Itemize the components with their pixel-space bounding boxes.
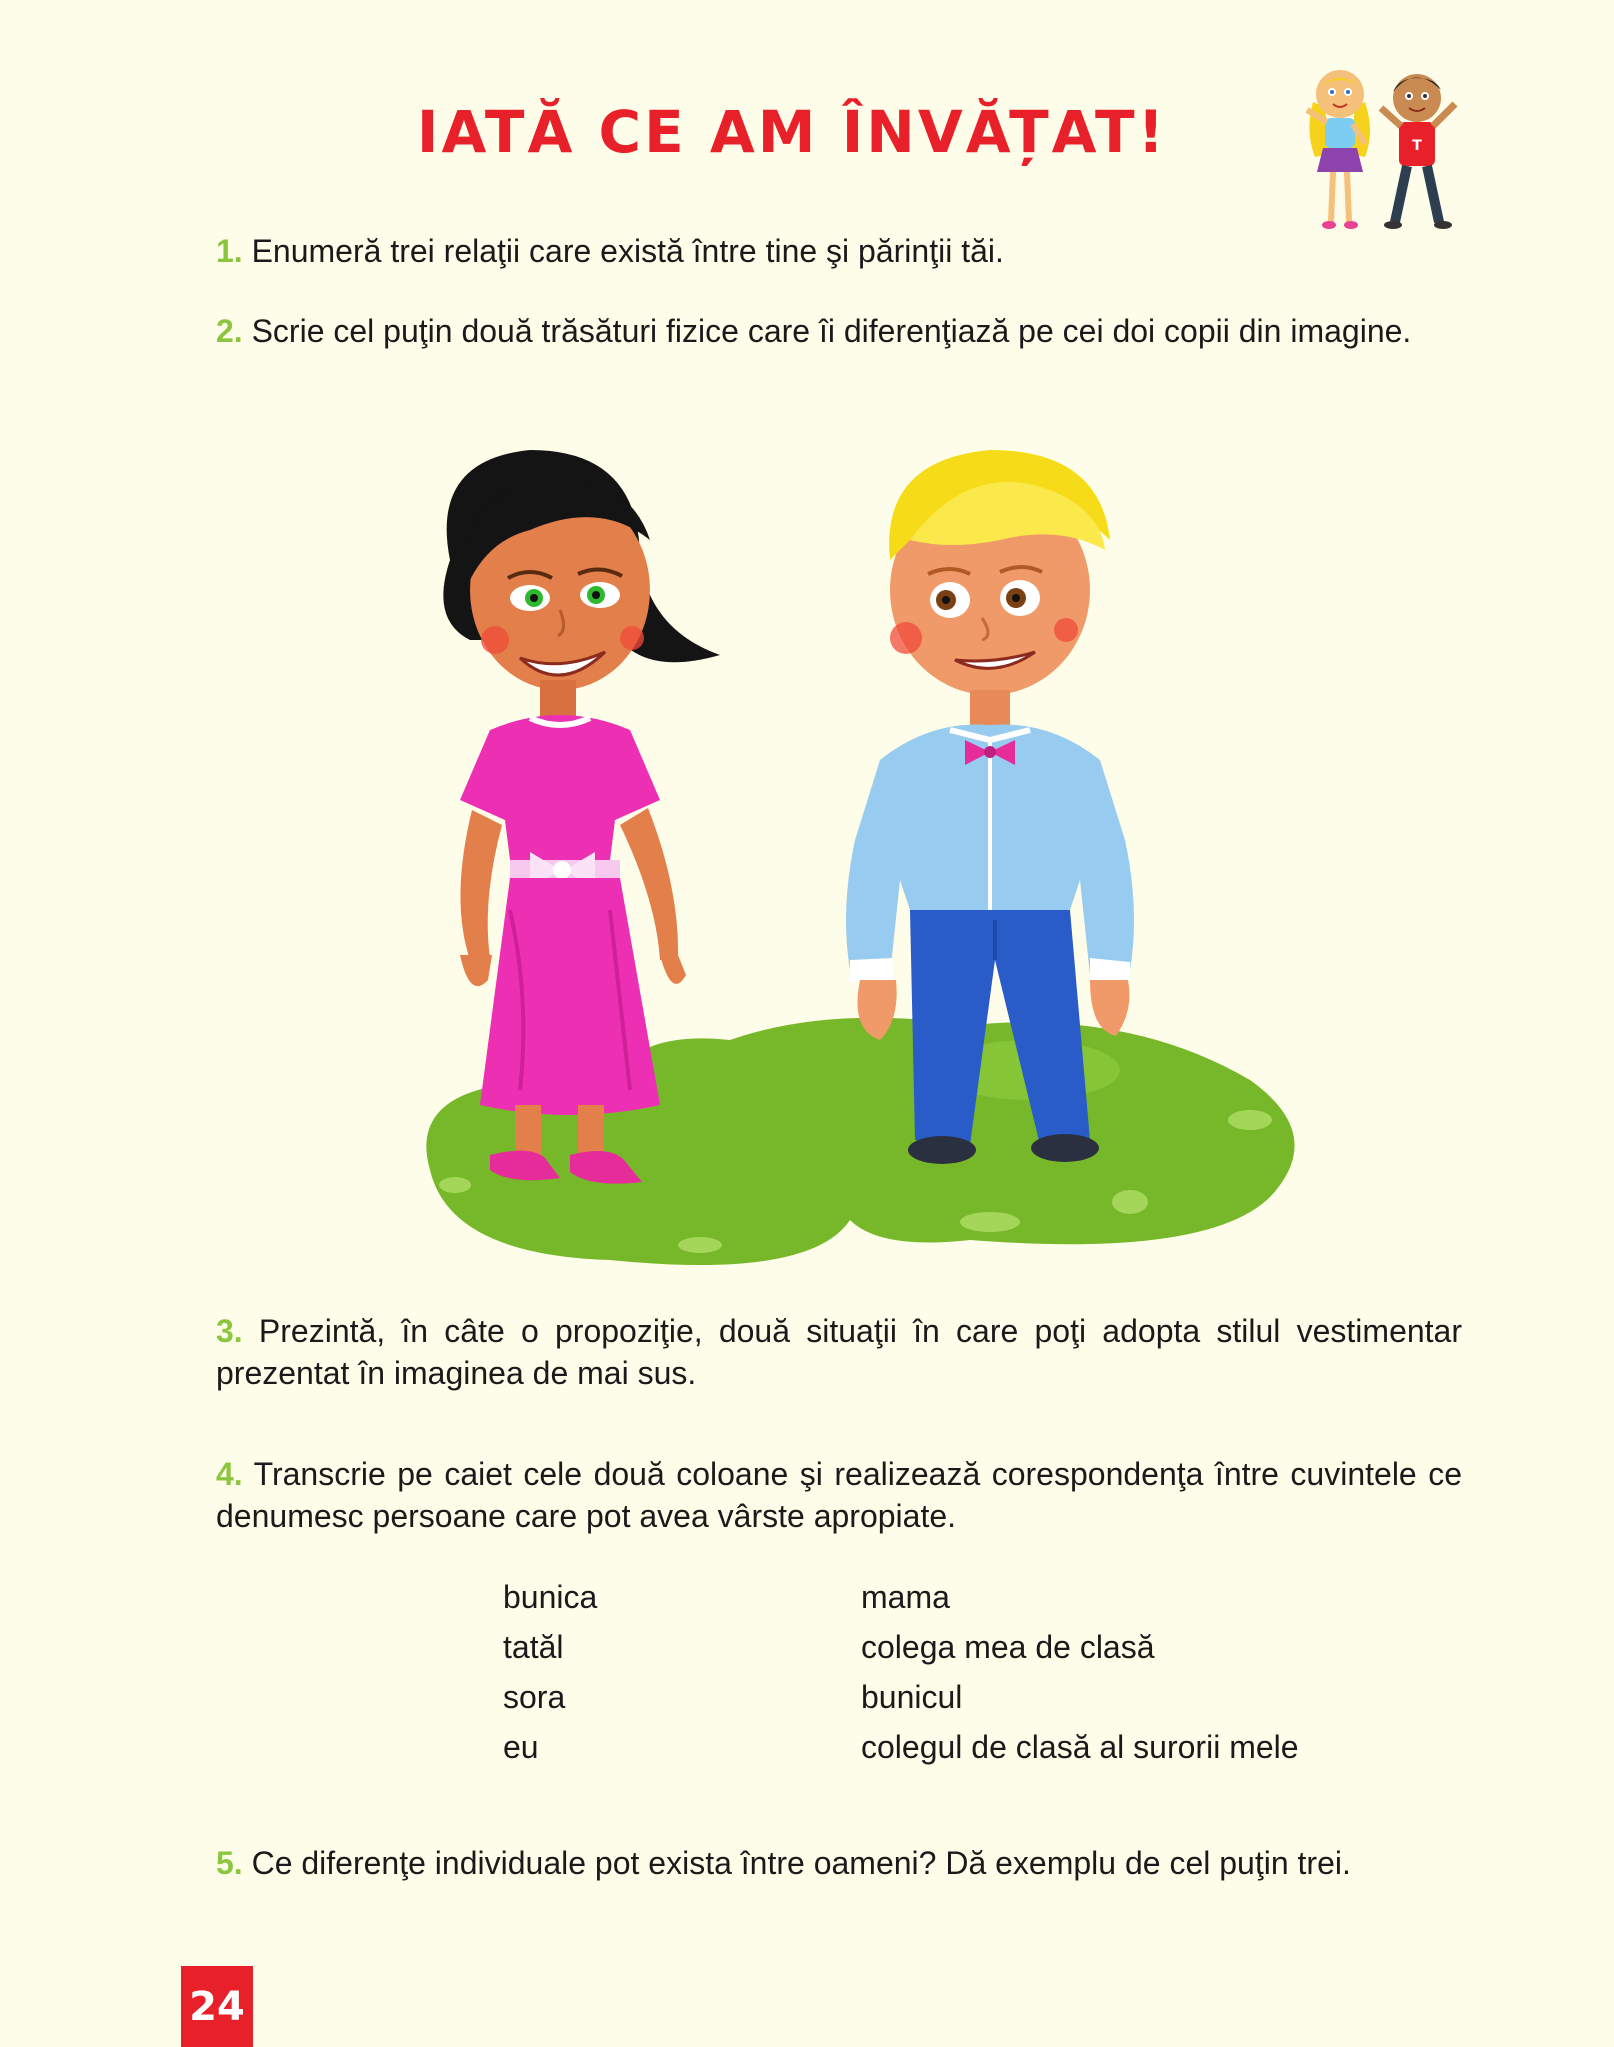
list-item: bunica: [503, 1579, 598, 1615]
question-number: 3.: [216, 1313, 243, 1349]
girl-and-boy-on-grass-illustration: [410, 440, 1330, 1280]
question-3: [216, 1310, 1462, 1394]
list-item: bunicul: [861, 1679, 963, 1715]
question-text: Transcrie pe caiet cele două coloane şi realizează corespondenţa între cuvintele ce denumesc persoane care pot avea vârste apropiate.: [216, 1456, 1463, 1534]
waving-kids-illustration-icon: [1295, 62, 1480, 237]
list-item: tatăl: [503, 1629, 564, 1665]
question-4: [216, 1453, 1462, 1537]
question-text: Prezintă, în câte o propoziţie, două situaţii în care poţi adopta stilul vestimentar prezentat în imaginea de mai sus.: [216, 1313, 1463, 1391]
question-5: [216, 1842, 1462, 1884]
question-number: 1.: [216, 233, 243, 269]
question-text: Enumeră trei relaţii care există între tine şi părinţii tăi.: [251, 233, 1004, 269]
matching-right-column: [861, 1572, 1299, 1772]
question-number: 5.: [216, 1845, 243, 1881]
list-item: colegul de clasă al surorii mele: [861, 1729, 1299, 1765]
matching-left-column: [503, 1572, 597, 1772]
question-text: Scrie cel puţin două trăsături fizice care îi diferenţiază pe cei doi copii din imagine.: [251, 313, 1412, 349]
list-item: colega mea de clasă: [861, 1629, 1155, 1665]
question-1: [216, 230, 1462, 272]
page-number-badge: 24: [181, 1966, 253, 2047]
question-text: Ce diferenţe individuale pot exista între oameni? Dă exemplu de cel puţin trei.: [251, 1845, 1351, 1881]
question-number: 2.: [216, 313, 243, 349]
question-number: 4.: [216, 1456, 243, 1492]
svg-text:T: T: [1412, 138, 1422, 154]
list-item: sora: [503, 1679, 566, 1715]
page-title: IATĂ CE AM ÎNVĂȚAT!: [416, 98, 1168, 166]
list-item: eu: [503, 1729, 539, 1765]
list-item: mama: [861, 1579, 950, 1615]
question-2: [216, 310, 1462, 352]
